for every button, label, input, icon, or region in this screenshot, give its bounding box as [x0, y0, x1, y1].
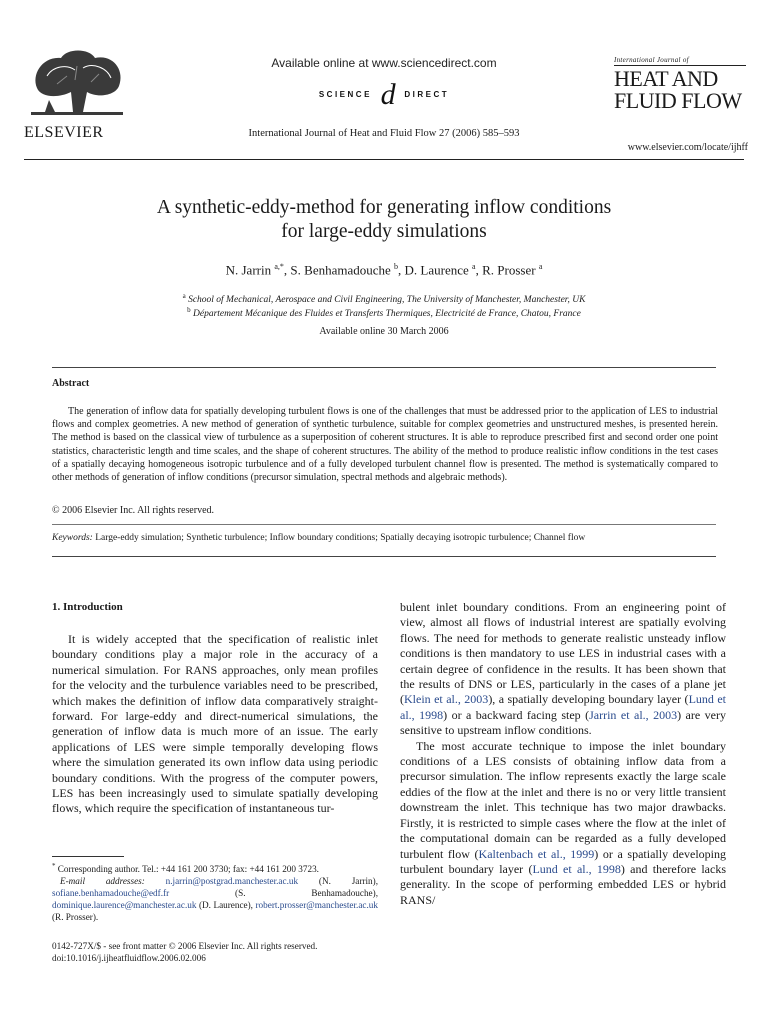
author-affiliation-mark: a — [472, 262, 476, 271]
title-line-2: for large-eddy simulations — [281, 221, 487, 242]
text-run: ) or a spatially developing turbulent boundary layer ( — [400, 846, 726, 876]
footnote-emails — [52, 875, 378, 923]
section-heading-introduction: 1. Introduction — [52, 601, 123, 613]
email-benhamadouche-name: (S. Benhamadouche), — [235, 888, 378, 899]
author-affiliation-mark: b — [394, 262, 399, 271]
abstract-top-rule — [52, 367, 716, 368]
email-laurence-name: (D. Laurence), — [198, 900, 253, 911]
abstract-copyright: © 2006 Elsevier Inc. All rights reserved. — [52, 505, 215, 516]
sd-right-word: DIRECT — [404, 90, 450, 100]
citation-kaltenbach-1999[interactable]: Kaltenbach et al., 1999 — [478, 846, 595, 861]
email-jarrin[interactable]: n.jarrin@postgrad.manchester.ac.uk — [165, 876, 299, 887]
affiliation-a-text: School of Mechanical, Aerospace and Civil Engineering, The University of Manchester, Manchester, UK — [188, 295, 586, 306]
right-column — [400, 600, 726, 908]
journal-brand-small: International Journal of — [614, 56, 689, 64]
text-run: The most accurate technique to impose the inlet boundary conditions of a LES consists of obtaining inflow data from a precursor simulation. The inflow represents exactly the large scale eddies of the flow at the inlet and there is no or very little transient downstream the inlet. This technique has two major drawbacks. Firstly, it is restricted to simple cases where the flow at the inlet of the computational domain can be regarded as a fully developed turbulent flow ( — [400, 738, 726, 861]
citation-lund-1998-b[interactable]: Lund et al., 1998 — [532, 861, 621, 876]
abstract-mid-rule — [52, 524, 716, 525]
intro-paragraph-3 — [400, 739, 726, 908]
sd-mark-icon: d — [380, 78, 396, 111]
email-laurence[interactable]: dominique.laurence@manchester.ac.uk — [52, 900, 197, 911]
keywords-label: Keywords: — [52, 533, 93, 543]
citation-jarrin-2003[interactable]: Jarrin et al., 2003 — [589, 707, 678, 722]
keywords — [52, 533, 718, 543]
journal-brand-line1: HEAT AND — [614, 66, 718, 91]
footnote-rule — [52, 856, 124, 857]
author-name: S. Benhamadouche — [290, 262, 391, 278]
author-affiliation-mark: a — [538, 262, 543, 271]
author-separator: , — [283, 262, 291, 278]
affiliation-b — [0, 306, 768, 319]
title-line-1: A synthetic-eddy-method for generating inflow conditions — [156, 197, 612, 218]
email-jarrin-name: (N. Jarrin), — [318, 876, 378, 887]
journal-reference: International Journal of Heat and Fluid Flow 27 (2006) 585–593 — [248, 128, 520, 139]
footnote-corresponding: Corresponding author. Tel.: +44 161 200 3730; fax: +44 161 200 3723. — [57, 864, 319, 875]
paper-title — [0, 196, 768, 244]
email-prosser[interactable]: robert.prosser@manchester.ac.uk — [255, 900, 378, 911]
email-prosser-name: (R. Prosser). — [52, 912, 99, 923]
abstract-heading: Abstract — [52, 378, 90, 389]
intro-paragraph-1: It is widely accepted that the specification of realistic inlet boundary conditions play a major role in the accuracy of a numerical simulation. For RANS approaches, only mean profiles for the velocity and the turbulence variables need to be prescribed, which makes the definition of inflow data comparatively straight-forward. For large-eddy and direct-numerical simulations, the generation of inflow data is much more of an issue. The early applications of LES were simple temporally developing flows where the simulation generated its own inflow data using periodic boundary conditions. With the progress of the computer powers, LES has been increasingly used to simulate spatially developing flows, which require the specification of instantaneous tur- — [52, 632, 378, 816]
front-matter — [52, 940, 317, 964]
affiliation-b-mark: b — [187, 306, 191, 314]
abstract-bottom-rule — [52, 556, 716, 557]
email-label: E-mail addresses: — [60, 876, 145, 887]
author-list — [0, 262, 768, 278]
text-run: ) are very sensitive to upstream inflow conditions. — [400, 707, 726, 738]
text-run: ), a spatially developing boundary layer ( — [488, 692, 689, 707]
doi-line[interactable]: doi:10.1016/j.ijheatfluidflow.2006.02.006 — [52, 953, 206, 963]
author-name: N. Jarrin — [225, 262, 272, 278]
journal-brand-line2: FLUID FLOW — [614, 88, 742, 113]
author-name: R. Prosser — [482, 262, 536, 278]
issn-line: 0142-727X/$ - see front matter © 2006 Elsevier Inc. All rights reserved. — [52, 941, 318, 951]
text-run: ) and therefore lacks generality. In the scope of performing embedded LES or hybrid RANS/ — [400, 861, 726, 907]
affiliation-a-mark: a — [182, 292, 186, 300]
author-affiliation-mark: a,* — [274, 262, 284, 271]
footnote-mark: * — [52, 862, 56, 870]
sd-left-word: SCIENCE — [318, 90, 372, 100]
journal-brand — [614, 56, 764, 112]
corresponding-author-footnote — [52, 860, 378, 923]
journal-url[interactable]: www.elsevier.com/locate/ijhff — [627, 142, 748, 153]
footnote-contact — [52, 860, 378, 875]
citation-lund-1998[interactable]: Lund et al., 1998 — [400, 692, 726, 722]
affiliation-b-text: Département Mécanique des Fluides et Transferts Thermiques, Electricité de France, Chatou, France — [193, 309, 581, 320]
email-benhamadouche[interactable]: sofiane.benhamadouche@edf.fr — [52, 888, 170, 899]
sciencedirect-available-text: Available online at www.sciencedirect.com — [271, 56, 497, 70]
author-separator: , — [475, 262, 483, 278]
header-divider — [24, 159, 744, 160]
publisher-wordmark: ELSEVIER — [24, 124, 104, 141]
author-name: D. Laurence — [404, 262, 469, 278]
available-online-date: Available online 30 March 2006 — [319, 326, 449, 337]
author-separator: , — [398, 262, 405, 278]
abstract-text: The generation of inflow data for spatially developing turbulent flows is one of the challenges that must be addressed prior to the application of LES to industrial flows and complex geometries. A new method of generation of synthetic turbulence, suitable for complex geometries and unstructured meshes, is presented herein. The method is based on the classical view of turbulence as a superposition of coherent structures. It is able to reproduce prescribed first and second order one point statistics, characteristic length and time scales, and the shape of coherent structures. The ability of the method to produce realistic inflow conditions in the test cases of a spatially decaying homogeneous isotropic turbulence and of a fully developed turbulent channel flow is presented. The method is systematically compared to other methods of generation of inflow conditions (precursor simulation, spectral methods and algebraic methods). — [52, 406, 718, 484]
affiliation-a — [0, 292, 768, 305]
keywords-text: Large-eddy simulation; Synthetic turbulence; Inflow boundary conditions; Spatially decaying isotropic turbulence; Channel flow — [95, 533, 586, 543]
intro-paragraph-2 — [400, 600, 726, 739]
text-run: ) or a backward facing step ( — [443, 707, 590, 722]
citation-klein-2003[interactable]: Klein et al., 2003 — [404, 692, 489, 707]
text-run: bulent inlet boundary conditions. From an engineering point of view, almost all flows of industrial interest are spatially evolving flows. The need for methods to generate realistic unsteady inflow conditions is then mandatory to use LES in industrial cases with a certain degree of confidence in the results. It has been shown that the results of DNS or LES, particularly in the cases of a plane jet ( — [400, 600, 726, 707]
